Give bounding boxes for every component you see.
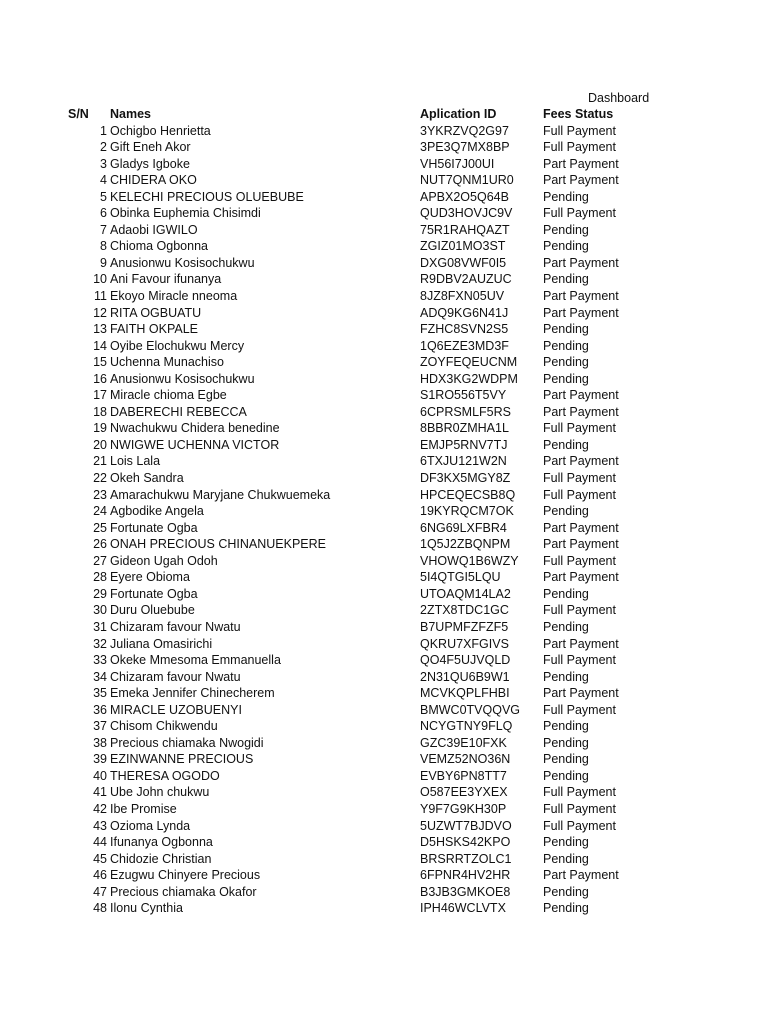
row-sn: 16 (93, 371, 107, 386)
table-header-row (0, 106, 768, 123)
table-row (0, 818, 768, 835)
row-name: NWIGWE UCHENNA VICTOR (110, 437, 280, 452)
row-sn: 4 (100, 173, 107, 188)
row-sn: 14 (93, 338, 107, 353)
row-name: Duru Oluebube (110, 603, 195, 618)
row-name: Gift Eneh Akor (110, 140, 191, 155)
row-sn: 18 (93, 404, 107, 419)
row-fees-status: Pending (543, 735, 589, 750)
row-sn: 46 (93, 868, 107, 883)
row-name: Ibe Promise (110, 801, 177, 816)
row-name: Fortunate Ogba (110, 520, 198, 535)
row-name: Juliana Omasirichi (110, 636, 213, 651)
row-sn: 43 (93, 818, 107, 833)
table-row (0, 271, 768, 288)
row-fees-status: Pending (543, 437, 589, 452)
row-sn: 23 (93, 487, 107, 502)
row-fees-status: Full Payment (543, 471, 616, 486)
table-row (0, 453, 768, 470)
row-fees-status: Pending (543, 355, 589, 370)
row-application-id: 1Q6EZE3MD3F (420, 338, 509, 353)
row-fees-status: Full Payment (543, 123, 616, 138)
row-sn: 2 (100, 140, 107, 155)
table-row (0, 189, 768, 206)
table-row (0, 602, 768, 619)
row-application-id: VHOWQ1B6WZY (420, 553, 519, 568)
row-name: Chioma Ogbonna (110, 239, 208, 254)
table-row (0, 586, 768, 603)
row-fees-status: Pending (543, 901, 589, 916)
table-row (0, 735, 768, 752)
row-fees-status: Pending (543, 222, 589, 237)
row-fees-status: Pending (543, 371, 589, 386)
row-fees-status: Part Payment (543, 388, 619, 403)
table-row (0, 156, 768, 173)
row-application-id: 3YKRZVQ2G97 (420, 123, 509, 138)
row-application-id: 19KYRQCM7OK (420, 504, 514, 519)
row-sn: 39 (93, 752, 107, 767)
row-application-id: EMJP5RNV7TJ (420, 437, 508, 452)
row-sn: 38 (93, 735, 107, 750)
row-fees-status: Pending (543, 338, 589, 353)
table-row (0, 702, 768, 719)
row-sn: 42 (93, 801, 107, 816)
row-fees-status: Pending (543, 768, 589, 783)
row-fees-status: Part Payment (543, 305, 619, 320)
row-sn: 25 (93, 520, 107, 535)
row-application-id: APBX2O5Q64B (420, 189, 509, 204)
row-application-id: NCYGTNY9FLQ (420, 719, 513, 734)
fees-table (0, 106, 768, 917)
row-name: Ifunanya Ogbonna (110, 835, 213, 850)
table-row (0, 718, 768, 735)
row-application-id: B7UPMFZFZF5 (420, 619, 509, 634)
row-name: Precious chiamaka Okafor (110, 884, 257, 899)
table-row (0, 636, 768, 653)
header-fees-status: Fees Status (543, 107, 614, 121)
row-sn: 31 (93, 619, 107, 634)
row-name: Ochigbo Henrietta (110, 123, 211, 138)
table-row (0, 569, 768, 586)
table-row (0, 470, 768, 487)
row-application-id: D5HSKS42KPO (420, 835, 511, 850)
row-fees-status: Part Payment (543, 173, 619, 188)
row-sn: 22 (93, 471, 107, 486)
row-sn: 30 (93, 603, 107, 618)
row-sn: 24 (93, 504, 107, 519)
row-application-id: QUD3HOVJC9V (420, 206, 513, 221)
row-name: Precious chiamaka Nwogidi (110, 735, 264, 750)
row-application-id: ZGIZ01MO3ST (420, 239, 506, 254)
row-application-id: QKRU7XFGIVS (420, 636, 509, 651)
row-fees-status: Pending (543, 851, 589, 866)
row-application-id: QO4F5UJVQLD (420, 653, 511, 668)
row-application-id: 5I4QTGI5LQU (420, 570, 501, 585)
table-row (0, 520, 768, 537)
row-application-id: 2ZTX8TDC1GC (420, 603, 509, 618)
row-sn: 37 (93, 719, 107, 734)
row-application-id: VH56I7J00UI (420, 156, 495, 171)
table-row (0, 305, 768, 322)
table-row (0, 321, 768, 338)
table-row (0, 884, 768, 901)
row-name: Okeke Mmesoma Emmanuella (110, 653, 281, 668)
row-name: Ube John chukwu (110, 785, 210, 800)
row-sn: 3 (100, 156, 107, 171)
row-fees-status: Part Payment (543, 537, 619, 552)
row-name: DABERECHI REBECCA (110, 404, 247, 419)
table-row (0, 354, 768, 371)
row-name: Chizaram favour Nwatu (110, 669, 241, 684)
row-fees-status: Pending (543, 835, 589, 850)
row-sn: 11 (94, 289, 107, 304)
row-sn: 21 (93, 454, 107, 469)
row-fees-status: Full Payment (543, 818, 616, 833)
row-name: Ezugwu Chinyere Precious (110, 868, 261, 883)
row-name: Anusionwu Kosisochukwu (110, 255, 255, 270)
table-row (0, 768, 768, 785)
row-sn: 10 (93, 272, 107, 287)
row-fees-status: Full Payment (543, 653, 616, 668)
row-sn: 32 (93, 636, 107, 651)
header-sn: S/N (68, 107, 89, 121)
row-name: KELECHI PRECIOUS OLUEBUBE (110, 189, 304, 204)
row-fees-status: Pending (543, 619, 589, 634)
row-application-id: HDX3KG2WDPM (420, 371, 518, 386)
row-name: CHIDERA OKO (110, 173, 197, 188)
row-fees-status: Part Payment (543, 686, 619, 701)
table-row (0, 685, 768, 702)
row-name: Okeh Sandra (110, 471, 184, 486)
row-name: Chidozie Christian (110, 851, 212, 866)
table-row (0, 172, 768, 189)
row-fees-status: Part Payment (543, 520, 619, 535)
row-sn: 35 (93, 686, 107, 701)
row-application-id: VEMZ52NO36N (420, 752, 511, 767)
row-fees-status: Pending (543, 669, 589, 684)
row-application-id: 8BBR0ZMHA1L (420, 421, 509, 436)
row-sn: 29 (93, 586, 107, 601)
table-row (0, 652, 768, 669)
header-application-id: Aplication ID (420, 107, 497, 121)
row-application-id: 5UZWT7BJDVO (420, 818, 512, 833)
row-sn: 5 (100, 189, 107, 204)
row-name: THERESA OGODO (110, 768, 220, 783)
row-application-id: DF3KX5MGY8Z (420, 471, 511, 486)
table-row (0, 371, 768, 388)
dashboard-label: Dashboard (588, 91, 650, 105)
row-fees-status: Pending (543, 322, 589, 337)
row-name: Eyere Obioma (110, 570, 190, 585)
row-name: Uchenna Munachiso (110, 355, 224, 370)
row-name: Ilonu Cynthia (110, 901, 183, 916)
table-row (0, 834, 768, 851)
row-fees-status: Part Payment (543, 255, 619, 270)
row-application-id: MCVKQPLFHBI (420, 686, 510, 701)
row-fees-status: Part Payment (543, 868, 619, 883)
row-application-id: Y9F7G9KH30P (420, 801, 507, 816)
row-sn: 45 (93, 851, 107, 866)
row-fees-status: Full Payment (543, 140, 616, 155)
row-name: Oyibe Elochukwu Mercy (110, 338, 245, 353)
row-name: FAITH OKPALE (110, 322, 198, 337)
row-name: Gideon Ugah Odoh (110, 553, 218, 568)
row-application-id: EVBY6PN8TT7 (420, 768, 507, 783)
row-name: Emeka Jennifer Chinecherem (110, 686, 275, 701)
row-application-id: 6TXJU121W2N (420, 454, 507, 469)
row-application-id: S1RO556T5VY (420, 388, 507, 403)
row-name: Adaobi IGWILO (110, 222, 198, 237)
row-sn: 28 (93, 570, 107, 585)
row-fees-status: Pending (543, 884, 589, 899)
table-row (0, 387, 768, 404)
row-application-id: R9DBV2AUZUC (420, 272, 512, 287)
table-row (0, 139, 768, 156)
row-application-id: BRSRRTZOLC1 (420, 851, 512, 866)
row-name: Fortunate Ogba (110, 586, 198, 601)
table-row (0, 222, 768, 239)
row-application-id: FZHC8SVN2S5 (420, 322, 509, 337)
table-row (0, 255, 768, 272)
row-fees-status: Pending (543, 272, 589, 287)
row-name: Nwachukwu Chidera benedine (110, 421, 280, 436)
table-row (0, 900, 768, 917)
table-row (0, 553, 768, 570)
row-sn: 17 (93, 388, 107, 403)
table-row (0, 536, 768, 553)
table-row (0, 784, 768, 801)
row-fees-status: Full Payment (543, 421, 616, 436)
row-application-id: 6FPNR4HV2HR (420, 868, 511, 883)
row-fees-status: Full Payment (543, 487, 616, 502)
row-name: Chizaram favour Nwatu (110, 619, 241, 634)
row-sn: 40 (93, 768, 107, 783)
row-sn: 12 (93, 305, 107, 320)
header-names: Names (110, 107, 151, 121)
table-row (0, 751, 768, 768)
row-name: Ozioma Lynda (110, 818, 191, 833)
row-application-id: GZC39E10FXK (420, 735, 507, 750)
row-name: Miracle chioma Egbe (110, 388, 227, 403)
row-sn: 26 (93, 537, 107, 552)
row-fees-status: Full Payment (543, 206, 616, 221)
row-sn: 36 (93, 702, 107, 717)
row-name: ONAH PRECIOUS CHINANUEKPERE (110, 537, 327, 552)
row-sn: 44 (93, 835, 107, 850)
table-row (0, 669, 768, 686)
row-fees-status: Pending (543, 189, 589, 204)
row-fees-status: Pending (543, 752, 589, 767)
row-application-id: 75R1RAHQAZT (420, 222, 510, 237)
row-sn: 8 (100, 239, 107, 254)
row-fees-status: Part Payment (543, 156, 619, 171)
row-fees-status: Pending (543, 586, 589, 601)
row-fees-status: Pending (543, 239, 589, 254)
row-name: Agbodike Angela (110, 504, 204, 519)
table-row (0, 238, 768, 255)
row-sn: 20 (93, 437, 107, 452)
row-fees-status: Full Payment (543, 785, 616, 800)
row-name: Ekoyo Miracle nneoma (110, 289, 238, 304)
row-sn: 1 (100, 123, 107, 138)
row-fees-status: Full Payment (543, 702, 616, 717)
row-fees-status: Pending (543, 504, 589, 519)
row-name: Lois Lala (110, 454, 161, 469)
row-application-id: O587EE3YXEX (420, 785, 508, 800)
row-application-id: 6NG69LXFBR4 (420, 520, 507, 535)
table-row (0, 487, 768, 504)
table-row (0, 288, 768, 305)
row-sn: 13 (93, 322, 107, 337)
row-sn: 47 (93, 884, 107, 899)
row-fees-status: Part Payment (543, 454, 619, 469)
table-row (0, 420, 768, 437)
row-fees-status: Part Payment (543, 636, 619, 651)
table-row (0, 338, 768, 355)
row-fees-status: Part Payment (543, 570, 619, 585)
table-row (0, 867, 768, 884)
row-application-id: UTOAQM14LA2 (420, 586, 511, 601)
row-application-id: ADQ9KG6N41J (420, 305, 509, 320)
row-sn: 9 (100, 255, 107, 270)
row-application-id: BMWC0TVQQVG (420, 702, 521, 717)
table-row (0, 205, 768, 222)
row-fees-status: Part Payment (543, 404, 619, 419)
table-row (0, 404, 768, 421)
row-sn: 48 (93, 901, 107, 916)
row-name: RITA OGBUATU (110, 305, 202, 320)
row-name: Ani Favour ifunanya (110, 272, 222, 287)
row-fees-status: Full Payment (543, 603, 616, 618)
row-fees-status: Pending (543, 719, 589, 734)
row-fees-status: Full Payment (543, 553, 616, 568)
row-sn: 19 (93, 421, 107, 436)
row-fees-status: Part Payment (543, 289, 619, 304)
row-application-id: 3PE3Q7MX8BP (420, 140, 510, 155)
row-sn: 6 (100, 206, 107, 221)
row-sn: 7 (100, 222, 107, 237)
row-name: Anusionwu Kosisochukwu (110, 371, 255, 386)
table-row (0, 123, 768, 140)
row-name: Gladys Igboke (110, 156, 190, 171)
table-row (0, 851, 768, 868)
row-name: EZINWANNE PRECIOUS (110, 752, 254, 767)
row-fees-status: Full Payment (543, 801, 616, 816)
row-application-id: B3JB3GMKOE8 (420, 884, 511, 899)
row-application-id: 1Q5J2ZBQNPM (420, 537, 511, 552)
table-row (0, 619, 768, 636)
table-body (0, 123, 768, 917)
row-sn: 15 (93, 355, 107, 370)
row-application-id: IPH46WCLVTX (420, 901, 506, 916)
row-application-id: DXG08VWF0I5 (420, 255, 507, 270)
table-row (0, 437, 768, 454)
row-application-id: ZOYFEQEUCNM (420, 355, 518, 370)
row-name: Amarachukwu Maryjane Chukwuemeka (110, 487, 331, 502)
row-application-id: HPCEQECSB8Q (420, 487, 516, 502)
row-application-id: 6CPRSMLF5RS (420, 404, 511, 419)
row-application-id: 8JZ8FXN05UV (420, 289, 505, 304)
row-sn: 41 (93, 785, 107, 800)
row-application-id: 2N31QU6B9W1 (420, 669, 510, 684)
table-row (0, 503, 768, 520)
row-sn: 33 (93, 653, 107, 668)
row-name: Chisom Chikwendu (110, 719, 218, 734)
row-name: MIRACLE UZOBUENYI (110, 702, 242, 717)
row-application-id: NUT7QNM1UR0 (420, 173, 514, 188)
row-sn: 34 (93, 669, 107, 684)
row-sn: 27 (93, 553, 107, 568)
row-name: Obinka Euphemia Chisimdi (110, 206, 261, 221)
table-row (0, 801, 768, 818)
